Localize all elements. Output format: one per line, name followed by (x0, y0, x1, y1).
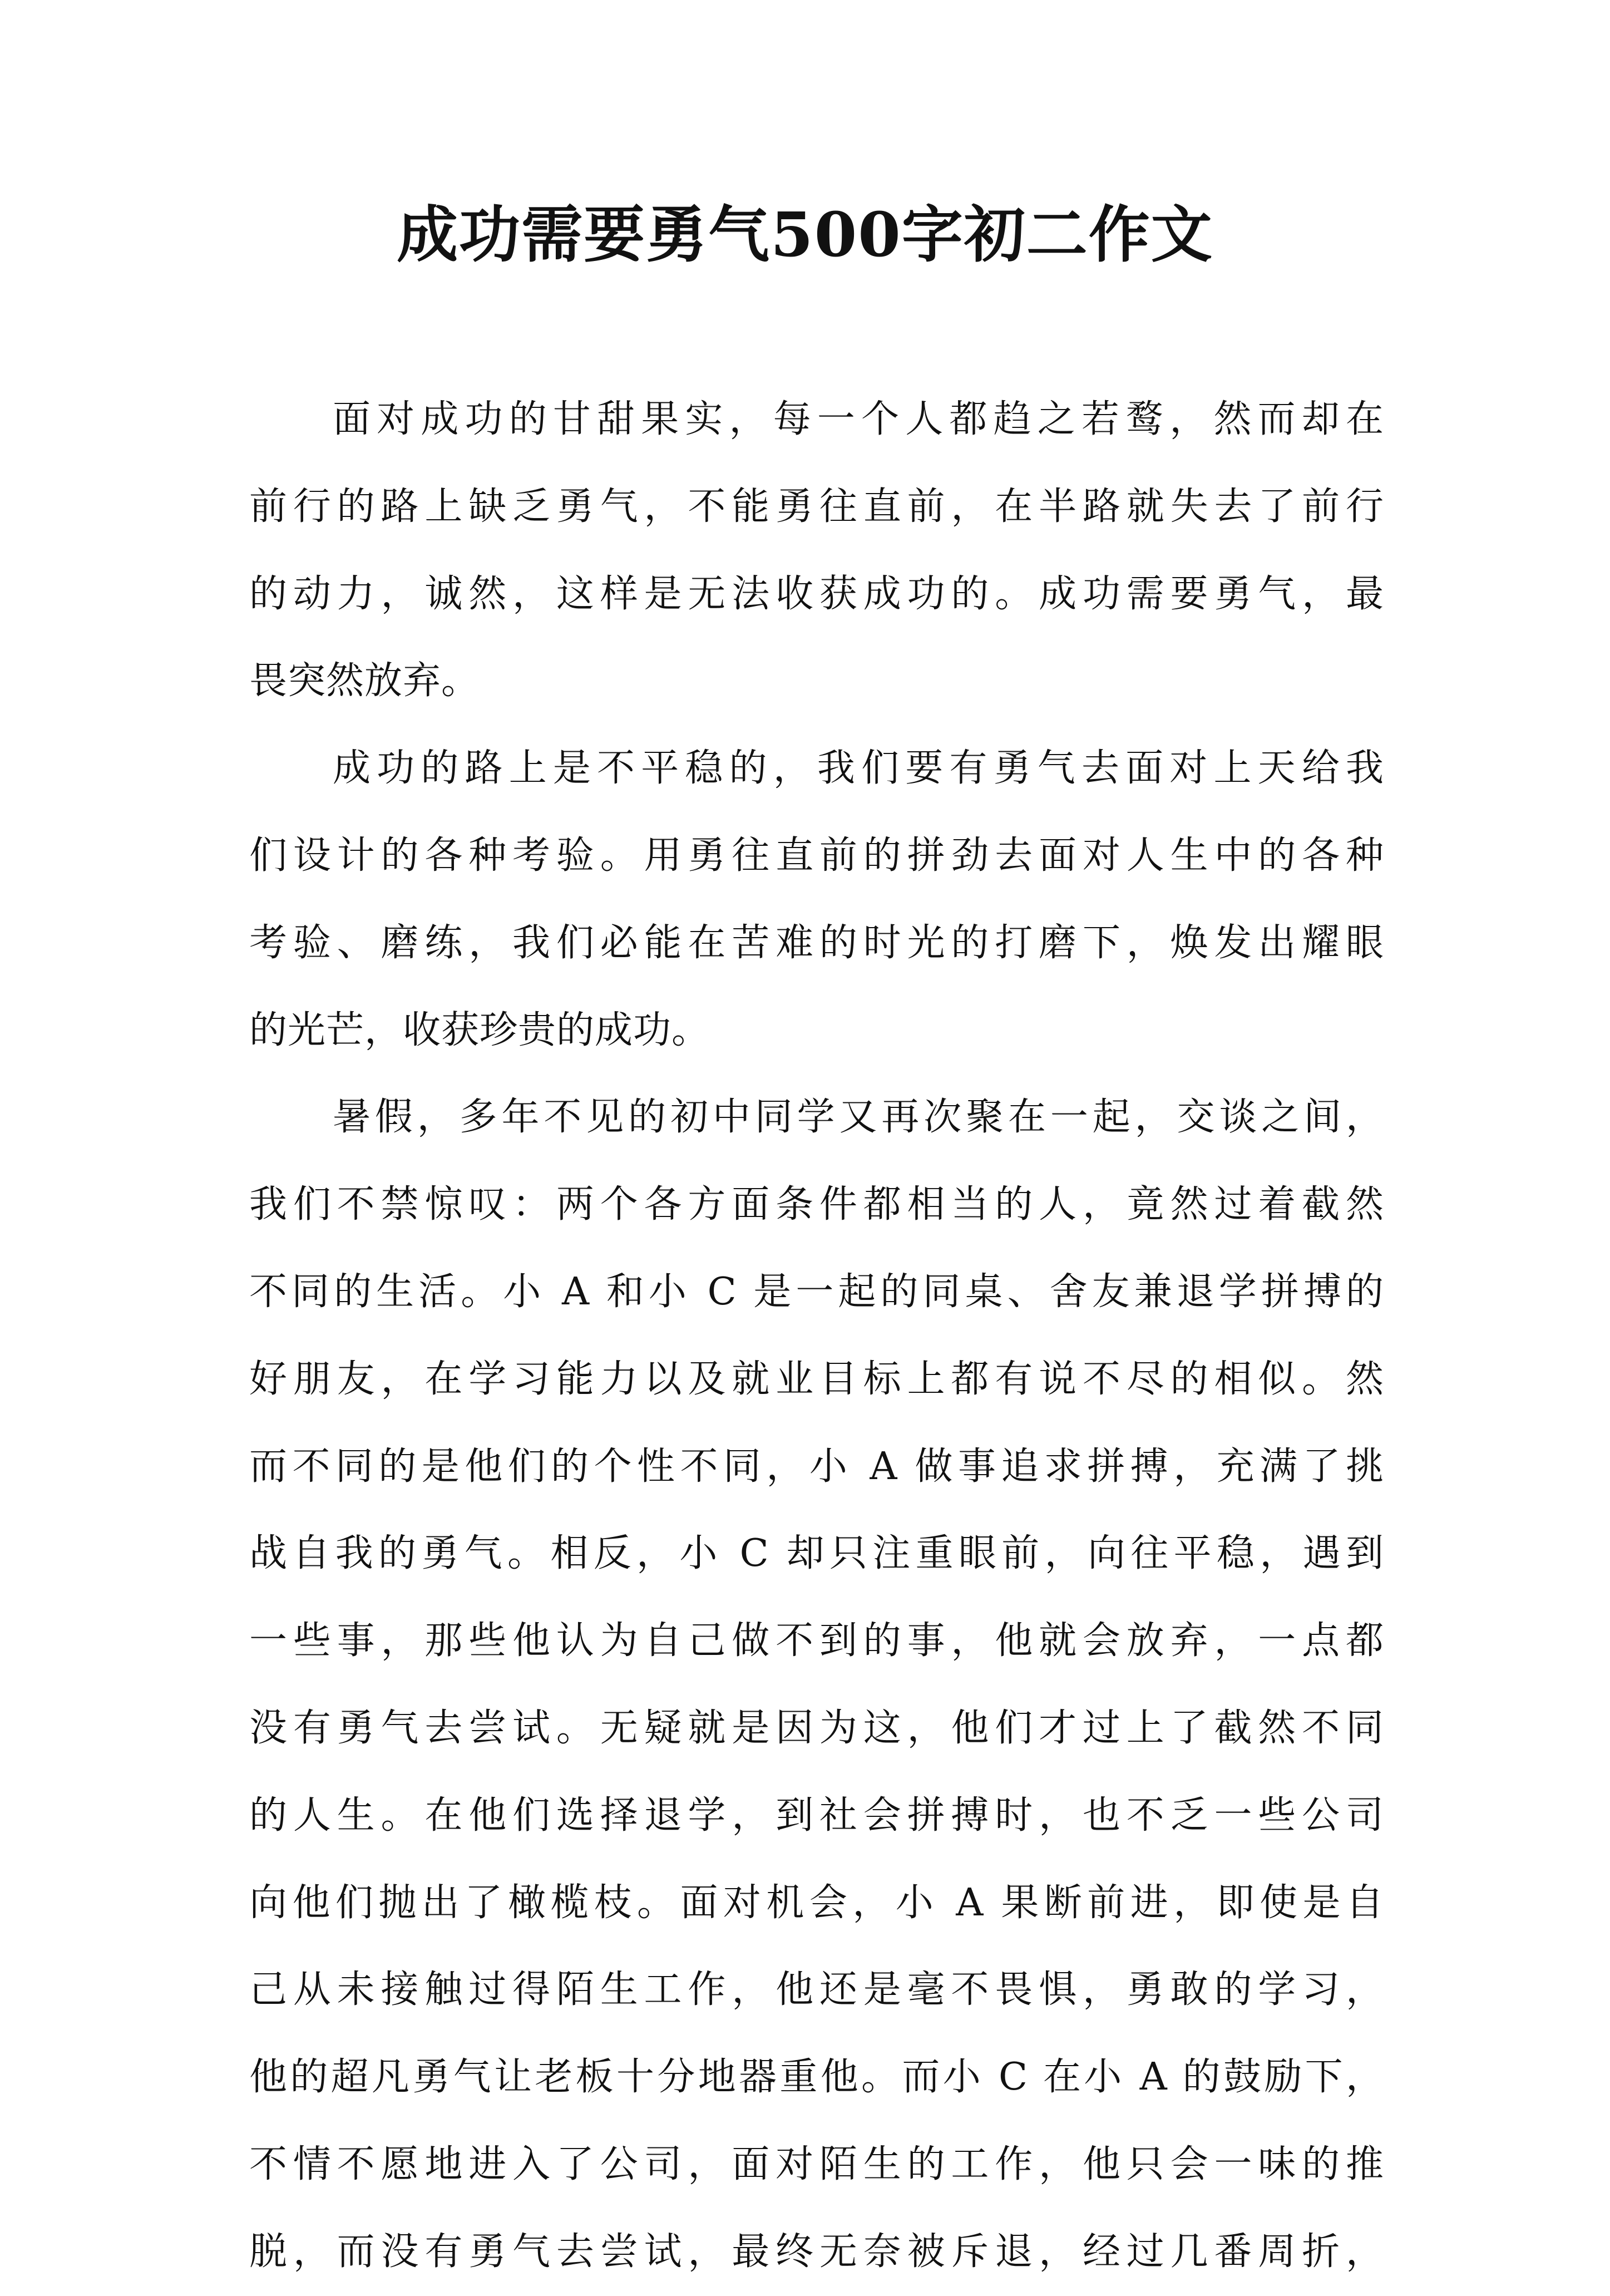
document-title: 成功需要勇气500字初二作文 (397, 199, 1213, 270)
text-line: 己从未接触过得陌生工作，他还是毫不畏惧，勇敢的学习， (249, 1968, 1384, 2012)
text-line: 脱，而没有勇气去尝试，最终无奈被斥退，经过几番周折， (249, 2229, 1384, 2274)
paragraph (249, 376, 1384, 725)
text-line: 前行的路上缺乏勇气，不能勇往直前，在半路就失去了前行 (249, 484, 1384, 529)
text-line: 一些事，那些他认为自己做不到的事，他就会放弃，一点都 (249, 1619, 1384, 1663)
text-line: 没有勇气去尝试。无疑就是因为这，他们才过上了截然不同 (249, 1706, 1384, 1750)
text-line: 们设计的各种考验。用勇往直前的拼劲去面对人生中的各种 (249, 833, 1384, 878)
text-line: 而不同的是他们的个性不同，小 A 做事追求拼搏，充满了挑 (249, 1444, 1384, 1489)
text-line: 暑假，多年不见的初中同学又再次聚在一起，交谈之间， (333, 1095, 1384, 1140)
text-line: 成功的路上是不平稳的，我们要有勇气去面对上天给我 (333, 746, 1384, 791)
text-line: 的动力，诚然，这样是无法收获成功的。成功需要勇气，最 (249, 571, 1384, 616)
text-line: 面对成功的甘甜果实，每一个人都趋之若鹜，然而却在 (333, 397, 1384, 441)
text-line: 不情不愿地进入了公司，面对陌生的工作，他只会一味的推 (249, 2142, 1384, 2186)
text-line: 我们不禁惊叹：两个各方面条件都相当的人，竟然过着截然 (249, 1183, 1384, 1227)
text-line: 的人生。在他们选择退学，到社会拼搏时，也不乏一些公司 (249, 1793, 1384, 1837)
text-line: 畏突然放弃。 (249, 659, 480, 703)
text-line: 的光芒，收获珍贵的成功。 (249, 1008, 710, 1052)
text-line: 他的超凡勇气让老板十分地器重他。而小 C 在小 A 的鼓励下， (249, 2055, 1384, 2100)
text-line: 不同的生活。小 A 和小 C 是一起的同桌、舍友兼退学拼搏的 (249, 1269, 1384, 1314)
text-line: 向他们抛出了橄榄枝。面对机会，小 A 果断前进，即使是自 (249, 1880, 1384, 1925)
text-line: 战自我的勇气。相反，小 C 却只注重眼前，向往平稳，遇到 (249, 1531, 1384, 1576)
text-line: 好朋友，在学习能力以及就业目标上都有说不尽的相似。然 (249, 1357, 1384, 1401)
paragraph (249, 1074, 1384, 2295)
document-body (249, 376, 1384, 2296)
text-line: 考验、磨练，我们必能在苦难的时光的打磨下，焕发出耀眼 (249, 920, 1384, 965)
paragraph (249, 725, 1384, 1074)
